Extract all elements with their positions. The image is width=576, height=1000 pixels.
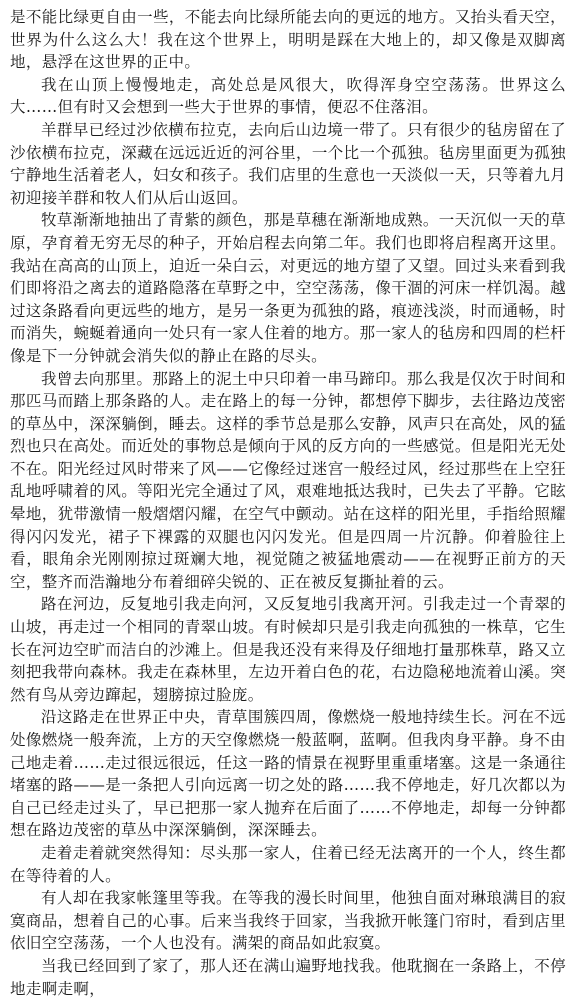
paragraph: 我在山顶上慢慢地走，高处总是风很大，吹得浑身空空荡荡。世界这么大……但有时又会想到一些大于世界的事情，便忍不住落泪。 [10, 75, 566, 117]
paragraph: 我曾去向那里。那路上的泥土中只印着一串马蹄印。那么我是仅次于时间和那匹马而踏上那条路的人。走在路上的每一分钟，都想停下脚步，去往路边茂密的草丛中，深深躺倒，睡去。这样的季节总是那么安静，风声只在高处，风的猛烈也只在高处。而近处的事物总是倾向于风的反方向的一些感觉。但是阳光无处不在。阳光经过风时带来了风——它像经过迷宫一般经过风，经过那些在上空狂乱地呼啸着的风。等阳光完全通过了风，艰难地抵达我时，已失去了平静。它眩晕地，犹带激情一般熠熠闪耀，在空气中颤动。站在这样的阳光里，手指给照耀得闪闪发光，裙子下裸露的双腿也闪闪发光。但是四周一片沉静。仰着脸往上看，眼角余光刚刚掠过斑斓大地，视觉随之被猛地震动——在视野正前方的天空，整齐而浩瀚地分布着细碎尖锐的、正在被反复撕扯着的云。 [10, 369, 566, 591]
paragraph: 走着走着就突然得知：尽头那一家人，住着已经无法离开的一个人，终生都在等待着的人。 [10, 843, 566, 885]
paragraph: 当我已经回到了家了，那人还在满山遍野地找我。他耽搁在一条路上，不停地走啊走啊， [10, 956, 566, 998]
paragraph: 有人却在我家帐篷里等我。在等我的漫长时间里，他独自面对琳琅满目的寂寞商品，想着自己的心事。后来当我终于回家，当我掀开帐篷门帘时，看到店里依旧空空荡荡，一个人也没有。满架的商品如此寂寞。 [10, 889, 566, 953]
paragraph: 羊群早已经过沙依横布拉克，去向后山边境一带了。只有很少的毡房留在了沙依横布拉克，深藏在远远近近的河谷里，一个比一个孤独。毡房里面更为孤独宁静地生活着老人，妇女和孩子。我们店里的生意也一天淡似一天，只等着九月初迎接羊群和牧人们从后山返回。 [10, 120, 566, 207]
paragraph: 路在河边，反复地引我走向河，又反复地引我离开河。引我走过一个青翠的山坡，再走过一个相同的青翠山坡。有时候却只是引我走向孤独的一株草，它生长在河边空旷而洁白的沙滩上。但是我还没有来得及仔细地打量那株草，路又立刻把我带向森林。我走在森林里，左边开着白色的花，右边隐秘地流着山溪。突然有鸟从旁边蹿起，翅膀掠过脸庞。 [10, 595, 566, 704]
article-body [10, 6, 566, 1000]
paragraph: 牧草渐渐地抽出了青紫的颜色，那是草穗在渐渐地成熟。一天沉似一天的草原，孕育着无穷无尽的种子，开始启程去向第二年。我们也即将启程离开这里。我站在高高的山顶上，迫近一朵白云，对更远的地方望了又望。回过头来看到我们即将沿之离去的道路隐落在草野之中，空空荡荡，像干涸的河床一样饥渴。越过这条路看向更远些的地方，是另一条更为孤独的路，痕迹浅淡，时而通畅，时而消失，蜿蜒着通向一处只有一家人住着的地方。那一家人的毡房和四周的栏杆像是下一分钟就会消失似的静止在路的尽头。 [10, 211, 566, 365]
paragraph: 是不能比绿更自由一些，不能去向比绿所能去向的更远的地方。又抬头看天空，世界为什么这么大！我在这个世界上，明明是踩在大地上的，却又像是双脚离地，悬浮在这世界的正中。 [10, 8, 566, 72]
paragraph: 沿这路走在世界正中央，青草围簇四周，像燃烧一般地持续生长。河在不远处像燃烧一般奔流，上方的天空像燃烧一般蓝啊，蓝啊。但我肉身平静。身不由己地走着……走过很远很远，任这一路的情景在视野里重重堵塞。这是一条通往堵塞的路——是一条把人引向远离一切之处的路……我不停地走，好几次都以为自己已经走过头了，早已把那一家人抛弃在后面了……不停地走，却每一分钟都想在路边茂密的草丛中深深躺倒，深深睡去。 [10, 708, 566, 840]
